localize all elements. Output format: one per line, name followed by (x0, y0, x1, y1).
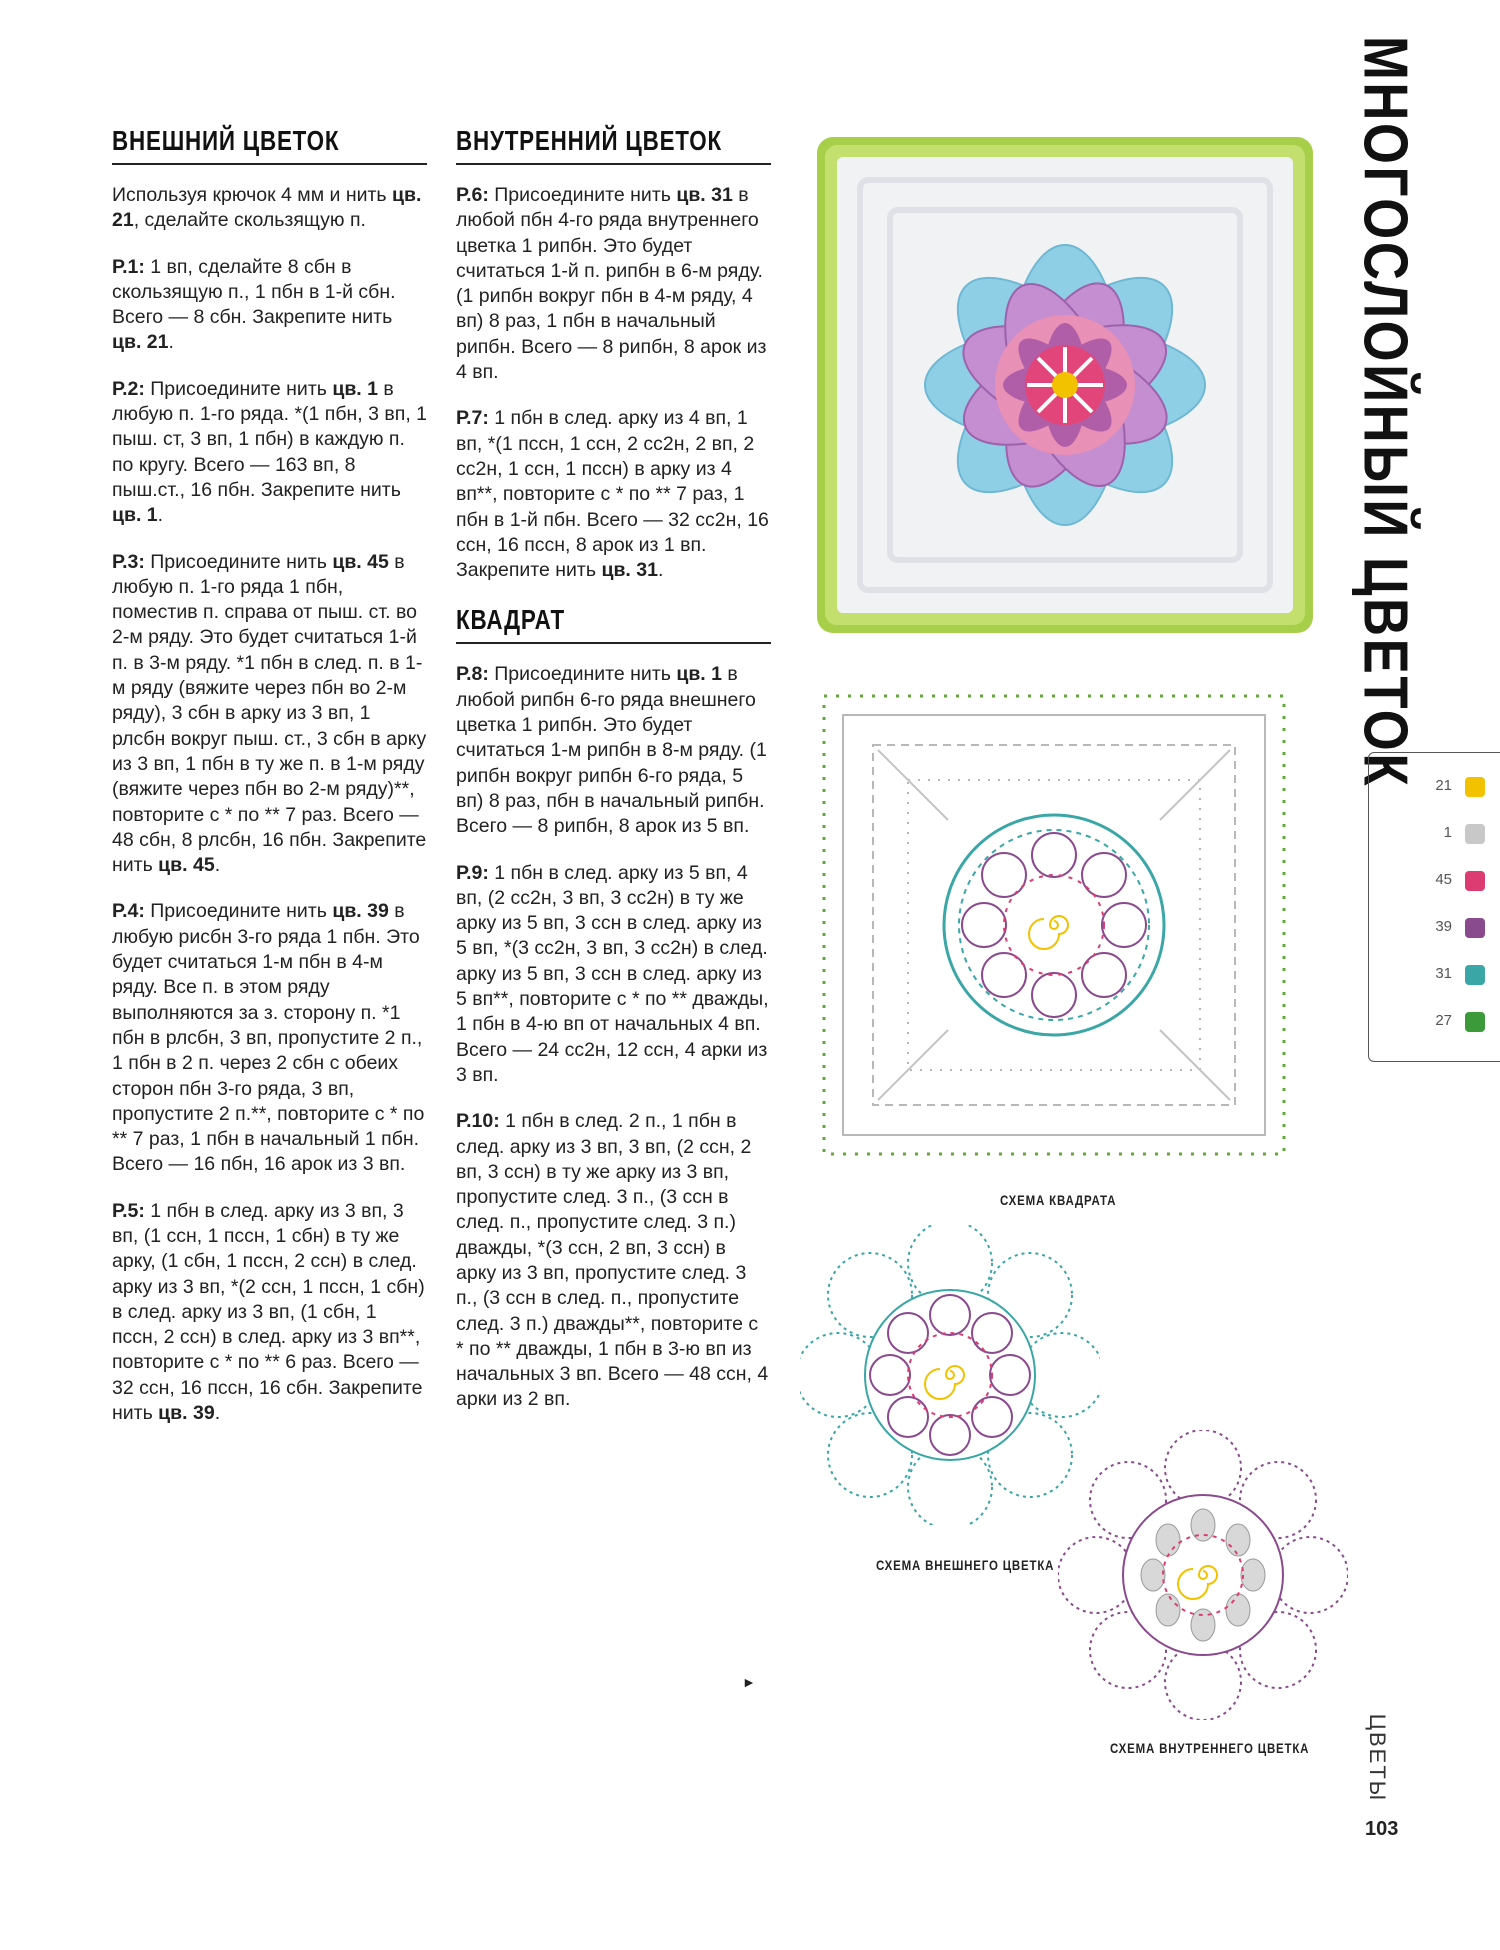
legend-row (1369, 773, 1500, 803)
bold-term: Р.6: (456, 184, 489, 206)
text-run: . (214, 854, 221, 877)
square-heading: КВАДРАТ (456, 604, 566, 636)
instruction-paragraph (456, 183, 771, 385)
legend-row (1369, 820, 1500, 850)
instruction-paragraph (112, 255, 427, 356)
text-run: Присоедините нить (488, 663, 677, 686)
legend-color-number: 39 (1435, 918, 1452, 935)
heading-rule (456, 163, 771, 165)
inner-flower-chart-caption: СХЕМА ВНУТРЕННЕГО ЦВЕТКА (1110, 1740, 1310, 1756)
crochet-square-photo (815, 135, 1315, 635)
text-run: Присоедините нить (488, 184, 677, 206)
outer-flower-heading: ВНЕШНИЙ ЦВЕТОК (112, 125, 340, 156)
bold-term: Р.1: (112, 255, 145, 278)
legend-color-swatch (1465, 918, 1485, 938)
legend-color-number: 21 (1435, 777, 1452, 794)
bold-term: цв. 1 (112, 504, 158, 527)
bold-term: цв. 45 (332, 550, 389, 573)
square-chart-diagram (818, 690, 1290, 1160)
bold-term: Р.4: (112, 900, 145, 923)
text-run: в любой рипбн 6-го ряда внешнего цветка 1 рипбн. Это будет считаться 1-м рипбн в 8-м ряду. (1 рипбн вокруг рипбн 6-го ряда, 5 вп) 8 раз, пбн в начальный рипбн. Всего — 8 рипбн, 8 арок из 5 вп. (456, 663, 767, 838)
section-label-text: ЦВЕТЫ (1365, 1713, 1390, 1803)
bold-term: цв. 1 (676, 663, 722, 686)
legend-color-number: 31 (1435, 965, 1452, 982)
inner-flower-column (456, 125, 771, 1434)
legend-color-swatch (1465, 824, 1485, 844)
instruction-paragraph (112, 899, 427, 1177)
text-run: 1 пбн в след. 2 п., 1 пбн в след. арку из 3 вп, 3 вп, (2 ссн, 2 вп, 3 ссн) в ту же арку из 3 вп, пропустите след. 3 п., (3 ссн в след. п., пропустите след. 3 п.) дважды, *(3 ссн, 2 вп, 3 ссн) в арку из 3 вп, пропустите след. 3 п., (3 ссн в след. п., пропустите след. 3 п.) дважды**, повторите с * по ** дважды, 1 пбн в 3-ю вп из начальных 3 вп. Всего — 48 ссн, 4 арки из 2 вп. (456, 1110, 769, 1411)
outer-flower-chart-caption: СХЕМА ВНЕШНЕГО ЦВЕТКА (876, 1557, 1055, 1573)
legend-color-swatch (1465, 1012, 1485, 1032)
legend-color-swatch (1465, 965, 1485, 985)
text-run: Используя крючок 4 мм и нить (112, 184, 393, 206)
outer-flower-column (112, 125, 427, 1447)
bold-term: Р.10: (456, 1110, 500, 1133)
bold-term: цв. 21 (112, 331, 169, 354)
legend-color-swatch (1465, 777, 1485, 797)
text-run: в любой пбн 4-го ряда внутреннего цветка 1 рипбн. Это будет считаться 1-й п. рипбн в 6-м ряду. (1 рипбн вокруг пбн в 4-м ряду, 4 вп) 8 раз, 1 пбн в начальный рипбн. Всего — 8 рипбн, 8 арок из 4 вп. (456, 184, 767, 384)
bold-term: цв. 31 (676, 184, 733, 206)
bold-term: цв. 31 (601, 559, 658, 582)
text-run: 1 пбн в след. арку из 3 вп, 3 вп, (1 ссн, 1 пссн, 1 сбн) в ту же арку, (1 сбн, 1 пссн, 2 ссн) в след. арку из 3 вп, *(2 ссн, 1 пссн, 1 сбн) в след. арку из 3 вп, (1 сбн, 1 пссн, 2 ссн) в след. арку из 3 вп**, повторите с * по ** 6 раз. Всего — 32 ссн, 16 пссн, 16 сбн. Закрепите нить (112, 1199, 425, 1425)
legend-row (1369, 867, 1500, 897)
color-legend (1368, 752, 1500, 1062)
page-number: 103 (1365, 1818, 1399, 1840)
square-chart-caption: СХЕМА КВАДРАТА (1000, 1192, 1117, 1208)
instruction-paragraph (112, 550, 427, 879)
text-run: 1 пбн в след. арку из 4 вп, 1 вп, *(1 пссн, 1 ссн, 2 сс2н, 2 вп, 2 сс2н, 1 ссн, 1 пссн) в арку из 4 вп**, повторите с * по ** 7 раз, 1 пбн в 1-й пбн. Всего — 32 сс2н, 16 ссн, 16 пссн, 8 арок из 1 вп. Закрепите нить (456, 407, 769, 582)
bold-term: цв. 45 (158, 854, 215, 877)
bold-term: цв. 39 (158, 1402, 215, 1425)
text-run: , сделайте скользящую п. (133, 209, 366, 232)
text-run: . (214, 1402, 221, 1425)
text-run: в любую п. 1-го ряда 1 пбн, поместив п. справа от пыш. ст. во 2-м ряду. Это будет считаться 1-й п. в 3-м ряду. *1 пбн в след. п. в 1-м ряду (вяжите через пбн во 2-м ряду), 3 сбн в арку из 3 вп, 1 рлсбн вокруг пыш. ст., 3 сбн в арку из 3 вп, 1 пбн в ту же п. в 1-м ряду (вяжите через пбн во 2-м ряду)**, повторите с * по ** 7 раз. Всего — 48 сбн, 8 рлсбн, 16 пбн. Закрепите нить (112, 550, 427, 877)
inner-flower-chart-diagram (1058, 1430, 1348, 1720)
text-run: Присоедините нить (144, 550, 333, 573)
instruction-paragraph (112, 377, 427, 529)
text-run: в любую п. 1-го ряда. *(1 пбн, 3 вп, 1 пыш. ст, 3 вп, 1 пбн) в каждую п. по кругу. Всего — 163 вп, 8 пыш.ст., 16 пбн. Закрепите нить (112, 377, 427, 501)
bold-term: цв. 1 (332, 377, 378, 400)
text-run: в любую рисбн 3-го ряда 1 пбн. Это будет считаться 1-м пбн в 4-м ряду. Все п. в этом ряду выполняются за з. сторону п. *1 пбн в рлсбн, 3 вп, пропустите 2 п., 1 пбн в 2 п. через 2 сбн с обеих сторон пбн 3-го ряда, 3 вп, пропустите 2 п.**, повторите с * по ** 7 раз, 1 пбн в начальный 1 пбн. Всего — 16 пбн, 16 арок из 3 вп. (112, 900, 425, 1176)
legend-color-swatch (1465, 871, 1485, 891)
instruction-paragraph (112, 183, 427, 234)
instruction-paragraph (112, 1199, 427, 1427)
bold-term: Р.9: (456, 861, 489, 884)
continue-arrow: ► (742, 1674, 756, 1690)
heading-rule (112, 163, 427, 165)
outer-flower-instructions (112, 183, 427, 1426)
text-run: . (168, 331, 174, 354)
instruction-paragraph (456, 406, 771, 583)
bold-term: цв. 21 (112, 184, 422, 232)
page-title-text: МНОГОСЛОЙНЫЙ ЦВЕТОК (1350, 35, 1420, 789)
bold-term: Р.8: (456, 663, 489, 686)
section-label (1362, 1713, 1392, 1803)
bold-term: Р.7: (456, 407, 489, 430)
legend-color-number: 27 (1435, 1012, 1452, 1029)
inner-flower-instructions (456, 183, 771, 583)
text-run: . (157, 504, 164, 527)
text-run: . (657, 559, 664, 582)
page-title (1340, 35, 1430, 789)
text-run: Присоедините нить (144, 377, 333, 400)
outer-flower-chart-diagram (800, 1225, 1100, 1525)
legend-color-number: 45 (1435, 871, 1452, 888)
bold-term: Р.2: (112, 377, 145, 400)
bold-term: Р.3: (112, 550, 145, 573)
text-run: Присоедините нить (144, 900, 333, 923)
bold-term: Р.5: (112, 1199, 145, 1222)
legend-row (1369, 961, 1500, 991)
instruction-paragraph (456, 861, 771, 1089)
square-instructions (456, 662, 771, 1412)
instruction-paragraph (456, 1109, 771, 1413)
text-run: 1 пбн в след. арку из 5 вп, 4 вп, (2 сс2н, 3 вп, 3 сс2н) в ту же арку из 5 вп, 3 ссн в след. арку из 5 вп, *(3 сс2н, 3 вп, 3 сс2н) в след. арку из 5 вп, 3 ссн в след. арку из 5 вп**, повторите с * по ** дважды, 1 пбн в 4-ю вп от начальных 4 вп. Всего — 24 сс2н, 12 ссн, 4 арки из 3 вп. (456, 861, 769, 1086)
legend-row (1369, 1008, 1500, 1038)
heading-rule (456, 642, 771, 644)
legend-color-number: 1 (1443, 824, 1452, 841)
bold-term: цв. 39 (332, 900, 389, 923)
inner-flower-heading: ВНУТРЕННИЙ ЦВЕТОК (456, 125, 722, 156)
text-run: 1 вп, сделайте 8 сбн в скользящую п., 1 пбн в 1-й сбн. Всего — 8 сбн. Закрепите нить (112, 255, 396, 329)
instruction-paragraph (456, 662, 771, 839)
legend-row (1369, 914, 1500, 944)
